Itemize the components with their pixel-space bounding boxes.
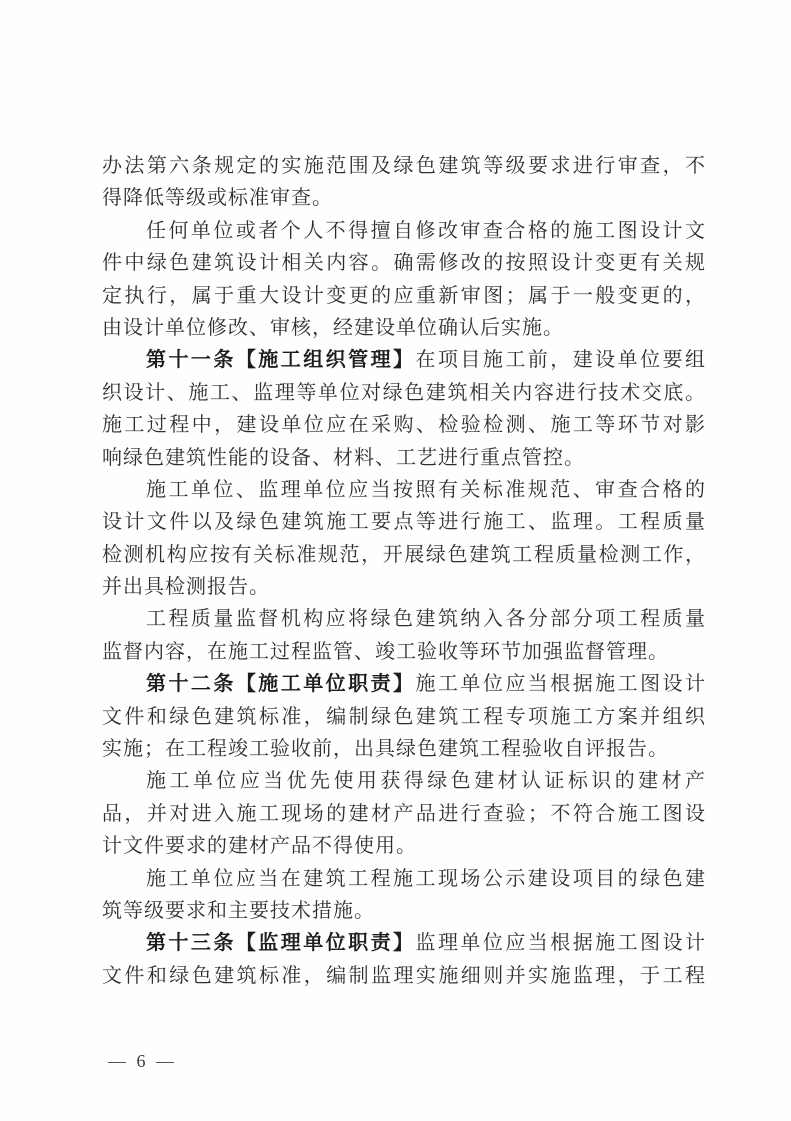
text-segment: 施工单位应当根据施工图设计 [415, 673, 706, 696]
text-segment: 施工单位、监理单位应当按照有关标准规范、审查合格的 [146, 478, 706, 501]
text-line [102, 733, 706, 765]
text-line [102, 215, 706, 247]
text-segment: 响绿色建筑性能的设备、材料、工艺进行重点管控。 [102, 446, 585, 469]
text-segment: 工程质量监督机构应将绿色建筑纳入各分部分项工程质量 [146, 608, 706, 631]
text-segment: 在项目施工前，建设单位要组 [415, 349, 706, 372]
text-line [102, 377, 706, 409]
text-segment: 计文件要求的建材产品不得使用。 [102, 835, 417, 858]
text-line [102, 312, 706, 344]
text-line [102, 150, 706, 182]
text-line [102, 603, 706, 635]
text-segment: 检测机构应按有关标准规范，开展绿色建筑工程质量检测工作， [102, 543, 706, 566]
text-line [102, 474, 706, 506]
text-line [102, 927, 706, 959]
text-segment: 由设计单位修改、审核，经建设单位确认后实施。 [102, 316, 564, 339]
text-segment: 监督内容，在施工过程监管、竣工验收等环节加强监督管理。 [102, 640, 669, 663]
text-line [102, 506, 706, 538]
text-segment: 定执行，属于重大设计变更的应重新审图；属于一般变更的， [102, 284, 706, 307]
text-line [102, 280, 706, 312]
text-segment: 实施；在工程竣工验收前，出具绿色建筑工程验收自评报告。 [102, 738, 669, 761]
article-heading: 第十三条【监理单位职责】 [146, 932, 416, 955]
text-line [102, 636, 706, 668]
text-line [102, 765, 706, 797]
text-segment: 施工单位应当在建筑工程施工现场公示建设项目的绿色建 [146, 867, 706, 890]
text-line [102, 344, 706, 376]
article-heading: 第十二条【施工单位职责】 [146, 673, 416, 696]
text-line [102, 182, 706, 214]
text-line [102, 895, 706, 927]
text-segment: 并出具检测报告。 [102, 576, 270, 599]
text-line [102, 409, 706, 441]
text-line [102, 668, 706, 700]
text-line [102, 863, 706, 895]
text-segment: 得降低等级或标准审查。 [102, 187, 333, 210]
text-segment: 品，并对进入施工现场的建材产品进行查验；不符合施工图设 [102, 802, 706, 825]
text-segment: 施工单位应当优先使用获得绿色建材认证标识的建材产 [146, 770, 706, 793]
text-segment: 件中绿色建筑设计相关内容。确需修改的按照设计变更有关规 [102, 252, 706, 275]
text-line [102, 442, 706, 474]
page-number: — 6 — [108, 1051, 177, 1071]
text-line [102, 571, 706, 603]
text-segment: 任何单位或者个人不得擅自修改审查合格的施工图设计文 [146, 219, 706, 242]
text-segment: 监理单位应当根据施工图设计 [415, 932, 706, 955]
text-segment: 办法第六条规定的实施范围及绿色建筑等级要求进行审查，不 [102, 155, 706, 177]
text-segment: 文件和绿色建筑标准，编制绿色建筑工程专项施工方案并组织 [102, 705, 706, 728]
text-line [102, 830, 706, 862]
text-segment: 设计文件以及绿色建筑施工要点等进行施工、监理。工程质量 [102, 511, 706, 534]
text-segment: 织设计、施工、监理等单位对绿色建筑相关内容进行技术交底。 [102, 381, 706, 404]
article-heading: 第十一条【施工组织管理】 [146, 349, 416, 372]
text-line [102, 960, 706, 992]
text-segment: 筑等级要求和主要技术措施。 [102, 899, 375, 922]
text-line [102, 247, 706, 279]
text-line [102, 798, 706, 830]
document-text [102, 150, 706, 992]
text-line [102, 539, 706, 571]
text-line [102, 701, 706, 733]
text-segment: 施工过程中，建设单位应在采购、检验检测、施工等环节对影 [102, 414, 706, 437]
text-segment: 文件和绿色建筑标准，编制监理实施细则并实施监理，于工程 [102, 964, 706, 987]
